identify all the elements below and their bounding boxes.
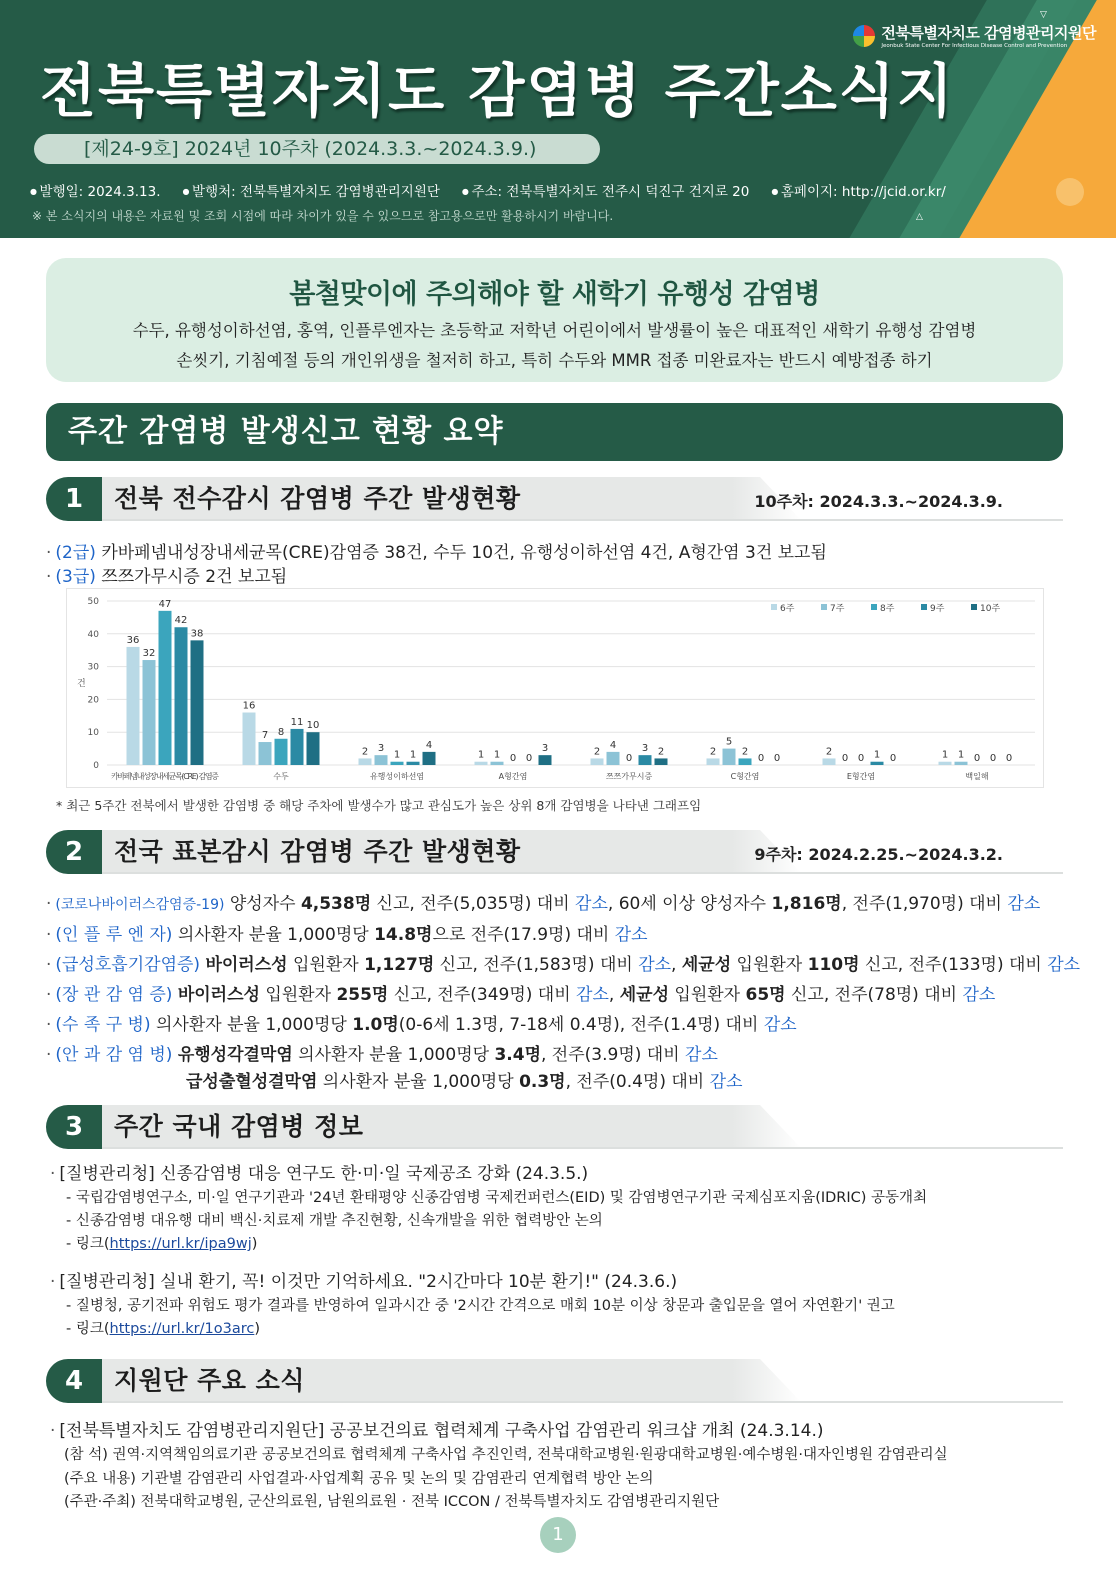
y-tick-label: 10 <box>87 728 99 739</box>
chart-svg <box>67 589 1043 787</box>
bullet-dot: · <box>46 955 52 975</box>
data-label: 0 <box>973 753 981 764</box>
y-tick-label: 20 <box>87 695 99 706</box>
data-label: 2 <box>709 746 717 758</box>
news-item-title <box>50 1416 824 1441</box>
section-number: 1 <box>46 477 102 521</box>
row-text: 신고, 전주(1,583명) 대비 <box>434 955 639 975</box>
row-text: 입원환자 <box>259 985 337 1005</box>
data-label: 0 <box>841 753 849 764</box>
bar <box>127 647 140 765</box>
section-title: 전국 표본감시 감염병 주간 발생현황 <box>114 837 521 866</box>
trend-label: 감소 <box>1007 894 1041 914</box>
surveillance-row <box>46 1040 718 1065</box>
row-text: 110명 <box>807 955 860 975</box>
bar <box>307 732 320 765</box>
row-text: , 전주(0.4명) 대비 <box>565 1072 710 1092</box>
bar <box>191 640 204 765</box>
row-text: , 60세 이상 양성자수 <box>607 894 772 914</box>
disease-tag: (코로나바이러스감염증-19) <box>55 897 225 913</box>
bar <box>607 752 620 765</box>
news-title: [질병관리청] 실내 환기, 꼭! 이것만 기억하세요. "2시간마다 10분 환기!" (24.3.6.) <box>59 1272 678 1292</box>
trend-label: 감소 <box>1047 955 1081 975</box>
bar <box>275 739 288 765</box>
data-label: 2 <box>361 746 369 758</box>
section-number: 3 <box>46 1105 102 1149</box>
link-prefix: - 링크( <box>66 1321 110 1337</box>
y-tick-label: 30 <box>87 662 99 673</box>
legend-label: 9주 <box>930 604 945 614</box>
workshop-content: (주요 내용) 기관별 감염관리 사업결과·사업계획 공유 및 논의 및 감염관리 연계협력 방안 논의 <box>64 1471 654 1487</box>
bullet-text: 카바페넴내성장내세균목(CRE)감염증 38건, 수두 10건, 유행성이하선염 4건, A형간염 3건 보고됨 <box>95 543 827 563</box>
x-tick-label: 유행성이하선염 <box>369 772 425 781</box>
bullet-dot: · <box>46 925 52 945</box>
publication-meta <box>30 180 946 200</box>
bar <box>359 758 372 765</box>
row-text: , <box>671 955 682 975</box>
data-label: 10 <box>306 720 320 732</box>
bar <box>423 752 436 765</box>
data-label: 0 <box>889 753 897 764</box>
news-detail: - 신종감염병 대유행 대비 백신·치료제 개발 추진현황, 신속개발을 위한 협력방안 논의 <box>66 1213 603 1229</box>
data-label: 42 <box>174 615 188 627</box>
row-text: 입원환자 <box>731 955 808 975</box>
bar <box>939 762 952 765</box>
legend-swatch <box>771 604 777 610</box>
chart-footnote: * 최근 5주간 전북에서 발생한 감염병 중 해당 주차에 발생수가 많고 관심도가 높은 상위 8개 감염병을 나타낸 그래프임 <box>56 798 702 813</box>
row-text: 의사환자 분율 1,000명당 <box>155 1015 353 1035</box>
bar <box>723 749 736 765</box>
data-label: 8 <box>277 726 285 738</box>
row-text: 14.8명 <box>374 925 433 945</box>
bullet-item <box>46 562 287 587</box>
grade-tag: (3급) <box>55 567 96 587</box>
bar <box>243 713 256 765</box>
legend-label: 6주 <box>780 604 795 614</box>
section-number: 4 <box>46 1359 102 1403</box>
row-text: 급성출혈성결막염 <box>186 1072 318 1092</box>
row-text: , 전주(1,970명) 대비 <box>841 894 1008 914</box>
data-label: 1 <box>873 749 881 761</box>
news-title: [전북특별자치도 감염병관리지원단] 공공보건의료 협력체계 구축사업 감염관리 워크샵 개최 (24.3.14.) <box>59 1421 824 1441</box>
data-label: 0 <box>509 753 517 764</box>
data-label: 11 <box>290 716 304 728</box>
surveillance-row <box>46 980 995 1005</box>
legend-label: 7주 <box>830 604 845 614</box>
address: ● 주소: 전북특별자치도 전주시 덕진구 건지로 20 <box>462 180 749 200</box>
y-tick-label: 0 <box>93 761 99 771</box>
disease-tag: (인 플 루 엔 자) <box>55 925 173 945</box>
section-title: 지원단 주요 소식 <box>114 1366 305 1395</box>
bar <box>159 611 172 765</box>
grade-tag: (2급) <box>55 543 96 563</box>
news-title: [질병관리청] 신종감염병 대응 연구도 한·미·일 국제공조 강화 (24.3.5.) <box>59 1164 589 1184</box>
row-text: 신고, 전주(349명) 대비 <box>388 985 577 1005</box>
bullet-dot: · <box>46 543 52 563</box>
data-label: 0 <box>1005 753 1013 764</box>
data-label: 1 <box>941 749 949 761</box>
highlight-line: 수두, 유행성이하선염, 홍역, 인플루엔자는 초등학교 저학년 어린이에서 발생률이 높은 대표적인 새학기 유행성 감염병 <box>132 321 977 340</box>
section-1-header <box>46 477 1063 521</box>
disease-tag: (장 관 감 염 증) <box>55 985 173 1005</box>
data-label: 32 <box>142 648 156 660</box>
bar <box>955 762 968 765</box>
data-label: 0 <box>525 753 533 764</box>
row-text: 신고, 전주(133명) 대비 <box>859 955 1048 975</box>
row-text: 1,127명 <box>364 955 435 975</box>
data-label: 16 <box>242 700 256 712</box>
data-label: 7 <box>261 730 269 742</box>
data-label: 2 <box>741 746 749 758</box>
news-detail: - 국립감염병연구소, 미·일 연구기관과 '24년 환태평양 신종감염병 국제컨퍼런스(EID) 및 감염병연구기관 국제심포지움(IDRIC) 공동개최 <box>66 1190 928 1206</box>
bar <box>823 758 836 765</box>
disease-tag: (급성호흡기감염증) <box>55 955 201 975</box>
trend-label: 감소 <box>709 1072 743 1092</box>
row-text: 유행성각결막염 <box>177 1045 293 1065</box>
newsletter-title: 전북특별자치도 감염병 주간소식지 <box>40 57 955 125</box>
legend-label: 8주 <box>880 604 895 614</box>
legend-label: 10주 <box>980 604 1001 614</box>
trend-label: 감소 <box>962 985 996 1005</box>
bar <box>407 762 420 765</box>
data-label: 0 <box>757 753 765 764</box>
surveillance-row <box>46 889 1040 914</box>
trend-label: 감소 <box>638 955 672 975</box>
publish-date: ● 발행일: 2024.3.13. <box>30 180 161 200</box>
bar <box>375 755 388 765</box>
news-item-title <box>50 1159 588 1184</box>
bar <box>391 762 404 765</box>
link-prefix: - 링크( <box>66 1236 110 1252</box>
highlight-title: 봄철맞이에 주의해야 할 새학기 유행성 감염병 <box>289 279 820 310</box>
highlight-line: 손씻기, 기침예절 등의 개인위생을 철저히 하고, 특히 수두와 MMR 접종 미완료자는 반드시 예방접종 하기 <box>176 351 933 370</box>
section-number: 2 <box>46 830 102 874</box>
bar <box>491 762 504 765</box>
row-text: 세균성 <box>619 985 669 1005</box>
data-label: 0 <box>857 753 865 764</box>
row-text: (0-6세 1.3명, 7-18세 0.4명), 전주(1.4명) 대비 <box>398 1015 764 1035</box>
bar <box>291 729 304 765</box>
bullet-dot: · <box>46 1045 52 1065</box>
section-2-header <box>46 830 1063 874</box>
bar <box>475 762 488 765</box>
x-tick-label: E형간염 <box>846 772 876 781</box>
bar <box>707 758 720 765</box>
weekly-cases-chart <box>66 588 1044 788</box>
data-label: 5 <box>725 736 733 748</box>
legend-swatch <box>921 604 927 610</box>
link-suffix: ) <box>254 1321 261 1337</box>
bar <box>591 758 604 765</box>
bar <box>639 755 652 765</box>
data-label: 2 <box>657 746 665 758</box>
trend-label: 감소 <box>763 1015 797 1035</box>
header-banner <box>0 0 1116 238</box>
row-text: 세균성 <box>681 955 732 975</box>
legend-swatch <box>821 604 827 610</box>
section-3-header <box>46 1105 1063 1149</box>
section-period: 10주차: 2024.3.3.~2024.3.9. <box>754 492 1003 511</box>
row-text: 입원환자 <box>287 955 365 975</box>
x-tick-label: C형간염 <box>730 772 760 781</box>
trend-label: 감소 <box>575 894 608 914</box>
row-text: 65명 <box>745 985 786 1005</box>
row-text: 의사환자 분율 1,000명당 <box>177 925 375 945</box>
issue-label: [제24-9호] 2024년 10주차 (2024.3.3.~2024.3.9.) <box>34 134 600 164</box>
bullet-dot: · <box>46 1015 52 1035</box>
trend-label: 감소 <box>685 1045 718 1065</box>
x-tick-label: 백일해 <box>965 772 989 781</box>
bullet-dot: · <box>50 1164 56 1184</box>
x-tick-label: 카바페넴내성장내세균목(CRE) 감염증 <box>111 772 219 781</box>
trend-label: 감소 <box>576 985 609 1005</box>
legend-swatch <box>871 604 877 610</box>
data-label: 3 <box>377 743 385 755</box>
row-text: 의사환자 분율 1,000명당 <box>317 1072 520 1092</box>
surveillance-row <box>46 950 1080 975</box>
data-label: 1 <box>957 749 965 761</box>
news-link[interactable]: https://url.kr/ipa9wj <box>109 1236 252 1252</box>
bullet-dot: · <box>46 985 52 1005</box>
bullet-text: 쯔쯔가무시증 2건 보고됨 <box>95 567 288 587</box>
data-label: 3 <box>641 743 649 755</box>
triangle-icon: △ <box>916 212 923 222</box>
disease-tag: (수 족 구 병) <box>55 1015 151 1035</box>
bullet-dot: · <box>50 1421 56 1441</box>
page-number: 1 <box>540 1517 576 1553</box>
row-text: 신고, 전주(5,035명) 대비 <box>371 894 576 914</box>
bar <box>175 627 188 765</box>
data-label: 38 <box>190 628 204 640</box>
surveillance-row <box>46 1010 797 1035</box>
data-label: 36 <box>126 634 140 646</box>
row-text: 양성자수 <box>229 894 301 914</box>
surveillance-row <box>186 1067 743 1092</box>
org-name-en: Jeonbuk State Center For Infectious Disease Control and Prevention <box>881 43 1068 49</box>
row-text: 1.0명 <box>352 1015 399 1035</box>
section-period: 9주차: 2024.2.25.~2024.3.2. <box>754 845 1003 864</box>
data-label: 4 <box>425 739 433 751</box>
bar <box>739 758 752 765</box>
workshop-host: (주관·주최) 전북대학교병원, 군산의료원, 남원의료원 · 전북 ICCON / 전북특별자치도 감염병관리지원단 <box>64 1494 720 1510</box>
data-label: 1 <box>477 749 485 761</box>
data-label: 1 <box>409 749 417 761</box>
bar <box>655 758 668 765</box>
surveillance-row <box>46 920 648 945</box>
data-label: 1 <box>493 749 501 761</box>
y-tick-label: 40 <box>87 629 99 640</box>
data-label: 47 <box>158 598 172 610</box>
row-text: 으로 전주(17.9명) 대비 <box>432 925 615 945</box>
workshop-attendees: (참 석) 권역·지역책임의료기관 공공보건의료 협력체계 구축사업 추진인력, 전북대학교병원·원광대학교병원·예수병원·대자인병원 감염관리실 <box>64 1447 948 1463</box>
trend-label: 감소 <box>614 925 648 945</box>
data-label: 0 <box>773 753 781 764</box>
row-text: 1,816명 <box>771 894 842 914</box>
news-link-line <box>66 1317 260 1338</box>
triangle-icon: ▽ <box>1040 10 1047 20</box>
row-text: 의사환자 분율 1,000명당 <box>292 1045 495 1065</box>
row-text: 바이러스성 <box>177 985 260 1005</box>
news-item-title <box>50 1267 677 1292</box>
news-detail: - 질병청, 공기전파 위험도 평가 결과를 반영하여 일과시간 중 '2시간 간격으로 매회 10분 이상 창문과 출입문을 열어 자연환기' 권고 <box>66 1298 895 1314</box>
x-tick-label: 쯔쯔가무시증 <box>605 772 653 781</box>
row-text: 4,538명 <box>300 894 372 914</box>
news-link[interactable]: https://url.kr/1o3arc <box>109 1321 255 1337</box>
bar <box>539 755 552 765</box>
data-label: 4 <box>609 739 617 751</box>
bullet-dot: · <box>50 1272 56 1292</box>
summary-heading: 주간 감염병 발생신고 현황 요약 <box>46 403 1063 461</box>
row-text: , <box>608 985 620 1005</box>
news-link-line <box>66 1232 257 1253</box>
homepage-link[interactable]: ● 홈페이지: http://jcid.or.kr/ <box>771 180 945 200</box>
y-tick-label: 50 <box>87 597 99 607</box>
bullet-dot: · <box>46 894 52 914</box>
bar <box>871 762 884 765</box>
legend-swatch <box>971 604 977 610</box>
x-tick-label: A형간염 <box>498 772 528 781</box>
y-axis-label: 건 <box>77 679 86 689</box>
org-name: 전북특별자치도 감염병관리지원단 <box>881 24 1096 42</box>
row-text: 3.4명 <box>494 1045 541 1065</box>
bullet-item <box>46 538 827 563</box>
x-tick-label: 수두 <box>273 772 289 781</box>
row-text: , 전주(3.9명) 대비 <box>541 1045 686 1065</box>
section-4-header <box>46 1359 1063 1403</box>
highlight-box <box>46 258 1063 382</box>
publisher: ● 발행처: 전북특별자치도 감염병관리지원단 <box>183 180 440 200</box>
data-label: 0 <box>989 753 997 764</box>
data-label: 2 <box>593 746 601 758</box>
row-text: 입원환자 <box>669 985 746 1005</box>
row-text: 255명 <box>336 985 389 1005</box>
bar <box>259 742 272 765</box>
data-label: 0 <box>625 753 633 764</box>
section-title: 주간 국내 감염병 정보 <box>114 1112 364 1141</box>
row-text: 신고, 전주(78명) 대비 <box>785 985 963 1005</box>
data-label: 1 <box>393 749 401 761</box>
section-title: 전북 전수감시 감염병 주간 발생현황 <box>114 484 521 513</box>
row-text: 0.3명 <box>519 1072 566 1092</box>
disease-tag: (안 과 감 염 병) <box>55 1045 173 1065</box>
data-label: 3 <box>541 743 549 755</box>
bullet-dot: · <box>46 567 52 587</box>
data-label: 2 <box>825 746 833 758</box>
row-text: 바이러스성 <box>205 955 288 975</box>
disclaimer: ※ 본 소식지의 내용은 자료원 및 조회 시점에 따라 차이가 있을 수 있으므로 참고용으로만 활용하시기 바랍니다. <box>32 209 614 223</box>
link-suffix: ) <box>251 1236 258 1252</box>
decor-circle <box>1056 178 1084 206</box>
bar <box>143 660 156 765</box>
